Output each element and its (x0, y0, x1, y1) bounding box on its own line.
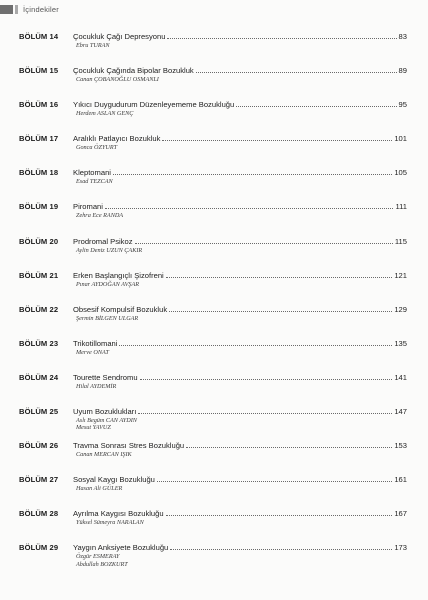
dot-leader (105, 207, 393, 209)
dot-leader (162, 139, 392, 141)
toc-entry (0, 134, 428, 168)
table-of-contents (0, 32, 428, 578)
chapter-label: BÖLÜM 17 (19, 134, 59, 144)
chapter-title: Uyum Bozuklukları (73, 407, 137, 417)
page-number: 83 (398, 32, 407, 41)
page-number: 89 (398, 66, 407, 76)
chapter-authors (76, 281, 139, 288)
page-header (0, 3, 59, 15)
chapter-authors (76, 178, 113, 185)
author-name: Merve ONAT (76, 348, 109, 356)
chapter-label: BÖLÜM 20 (19, 236, 59, 246)
author-name: Ebru TURAN (76, 42, 110, 49)
author-name: Abdullah BOZKURT (76, 560, 128, 568)
dot-leader (140, 378, 393, 380)
author-name: Pınar AYDOĞAN AVŞAR (76, 280, 140, 288)
chapter-title-line (73, 134, 407, 143)
author-name: Canan MERCAN IŞIK (76, 451, 132, 459)
chapter-label: BÖLÜM 23 (19, 338, 59, 348)
chapter-authors (76, 485, 122, 492)
toc-entry (0, 305, 428, 339)
chapter-title-line (73, 100, 407, 109)
dot-leader (170, 548, 392, 550)
chapter-title: Kleptomani (73, 168, 111, 178)
dot-leader (113, 173, 392, 175)
dot-leader (236, 105, 396, 107)
toc-entry (0, 168, 428, 202)
chapter-label: BÖLÜM 26 (19, 441, 59, 451)
page-number: 129 (394, 304, 407, 314)
chapter-title: Yıkıcı Duygudurum Düzenleyememe Bozukluğu (73, 100, 235, 110)
page-number: 105 (394, 168, 407, 178)
chapter-label: BÖLÜM 19 (19, 202, 59, 212)
author-name: Hasan Ali GÜLER (76, 485, 123, 493)
author-name: Esad TEZCAN (76, 178, 113, 186)
toc-entry (0, 339, 428, 373)
chapter-authors (76, 212, 123, 219)
chapter-authors (76, 519, 144, 526)
toc-entry (0, 475, 428, 509)
author-name: Yüksel Sümeyra NARALAN (76, 519, 144, 527)
chapter-title-line (73, 373, 407, 382)
chapter-authors (76, 451, 132, 458)
chapter-title-line (73, 407, 407, 416)
chapter-authors (76, 383, 116, 390)
header-marker-bar (0, 5, 13, 14)
page-number: 135 (394, 338, 407, 348)
dot-leader (167, 37, 396, 39)
author-name: Özgür ESMERAY (76, 553, 120, 561)
chapter-label: BÖLÜM 27 (19, 475, 59, 485)
page-number: 173 (394, 543, 407, 553)
dot-leader (186, 446, 392, 448)
chapter-label: BÖLÜM 24 (19, 372, 59, 382)
chapter-title: Piromani (73, 202, 103, 212)
chapter-title-line (73, 543, 407, 552)
chapter-title-line (73, 202, 407, 211)
dot-leader (169, 310, 392, 312)
page-number: 167 (394, 509, 407, 519)
page-number: 147 (394, 407, 407, 417)
toc-entry (0, 66, 428, 100)
author-name: Mesut YAVUZ (76, 424, 111, 432)
page-number: 111 (395, 202, 407, 212)
page-number: 141 (394, 372, 407, 382)
chapter-title: Sosyal Kaygı Bozukluğu (73, 475, 155, 485)
toc-entry (0, 271, 428, 305)
header-marker-accent (15, 5, 18, 14)
toc-entry (0, 543, 428, 577)
page-number: 161 (394, 475, 407, 485)
dot-leader (138, 412, 392, 414)
chapter-title-line (73, 32, 407, 41)
chapter-label: BÖLÜM 22 (19, 304, 59, 314)
chapter-label: BÖLÜM 18 (19, 168, 59, 178)
dot-leader (166, 276, 393, 278)
chapter-title-line (73, 475, 407, 484)
chapter-title: Aralıklı Patlayıcı Bozukluk (73, 134, 161, 144)
author-name: Canan ÇOBANOĞLU OSMANLI (76, 76, 159, 84)
chapter-label: BÖLÜM 25 (19, 407, 59, 417)
page-number: 101 (394, 134, 407, 144)
chapter-title-line (73, 339, 407, 348)
dot-leader (119, 344, 392, 346)
author-name: Herdem ASLAN GENÇ (76, 110, 134, 118)
chapter-label: BÖLÜM 21 (19, 270, 59, 280)
page-header-title: İçindekiler (23, 4, 59, 14)
dot-leader (135, 242, 393, 244)
chapter-title-line (73, 66, 407, 75)
chapter-label: BÖLÜM 15 (19, 66, 59, 76)
toc-entry (0, 441, 428, 475)
dot-leader (196, 71, 397, 73)
chapter-authors (76, 247, 142, 254)
chapter-authors (76, 553, 128, 568)
chapter-title-line (73, 509, 407, 518)
chapter-authors (76, 76, 159, 83)
chapter-authors (76, 417, 137, 432)
chapter-title: Tourette Sendromu (73, 372, 138, 382)
chapter-title: Trikotillomani (73, 338, 118, 348)
chapter-authors (76, 42, 110, 49)
chapter-title: Ayrılma Kaygısı Bozukluğu (73, 509, 164, 519)
page-number: 95 (398, 100, 407, 110)
author-name: Hilal AYDEMİR (76, 382, 117, 390)
toc-entry (0, 202, 428, 236)
chapter-authors (76, 349, 109, 356)
page-number: 115 (394, 236, 407, 246)
toc-entry (0, 509, 428, 543)
chapter-authors (76, 144, 117, 151)
author-name: Şermin BİLGEN ULGAR (76, 314, 139, 322)
chapter-title-line (73, 168, 407, 177)
chapter-title: Obsesif Kompulsif Bozukluk (73, 304, 168, 314)
chapter-title: Yaygın Anksiyete Bozukluğu (73, 543, 169, 553)
chapter-authors (76, 110, 133, 117)
toc-entry (0, 373, 428, 407)
chapter-title: Çocukluk Çağında Bipolar Bozukluk (73, 66, 194, 76)
toc-entry (0, 237, 428, 271)
chapter-title-line (73, 271, 407, 280)
toc-entry (0, 407, 428, 441)
dot-leader (166, 514, 393, 516)
author-name: Aslı Begüm CAN AYDIN (76, 417, 137, 425)
chapter-title-line (73, 237, 407, 246)
chapter-authors (76, 315, 138, 322)
chapter-title-line (73, 441, 407, 450)
chapter-title: Prodromal Psikoz (73, 236, 133, 246)
chapter-label: BÖLÜM 28 (19, 509, 59, 519)
chapter-title: Travma Sonrası Stres Bozukluğu (73, 441, 185, 451)
chapter-label: BÖLÜM 16 (19, 100, 59, 110)
chapter-title: Erken Başlangıçlı Şizofreni (73, 270, 164, 280)
chapter-title: Çocukluk Çağı Depresyonu (73, 32, 166, 41)
dot-leader (157, 480, 392, 482)
chapter-label: BÖLÜM 14 (19, 32, 59, 41)
page-number: 121 (394, 270, 407, 280)
page-number: 153 (394, 441, 407, 451)
author-name: Zehra Ece RANDA (76, 212, 124, 220)
author-name: Aylin Deniz UZUN ÇAKIR (76, 246, 143, 254)
toc-entry (0, 100, 428, 134)
chapter-title-line (73, 305, 407, 314)
toc-entry (0, 32, 428, 66)
author-name: Gonca ÖZYURT (76, 144, 118, 152)
chapter-label: BÖLÜM 29 (19, 543, 59, 553)
